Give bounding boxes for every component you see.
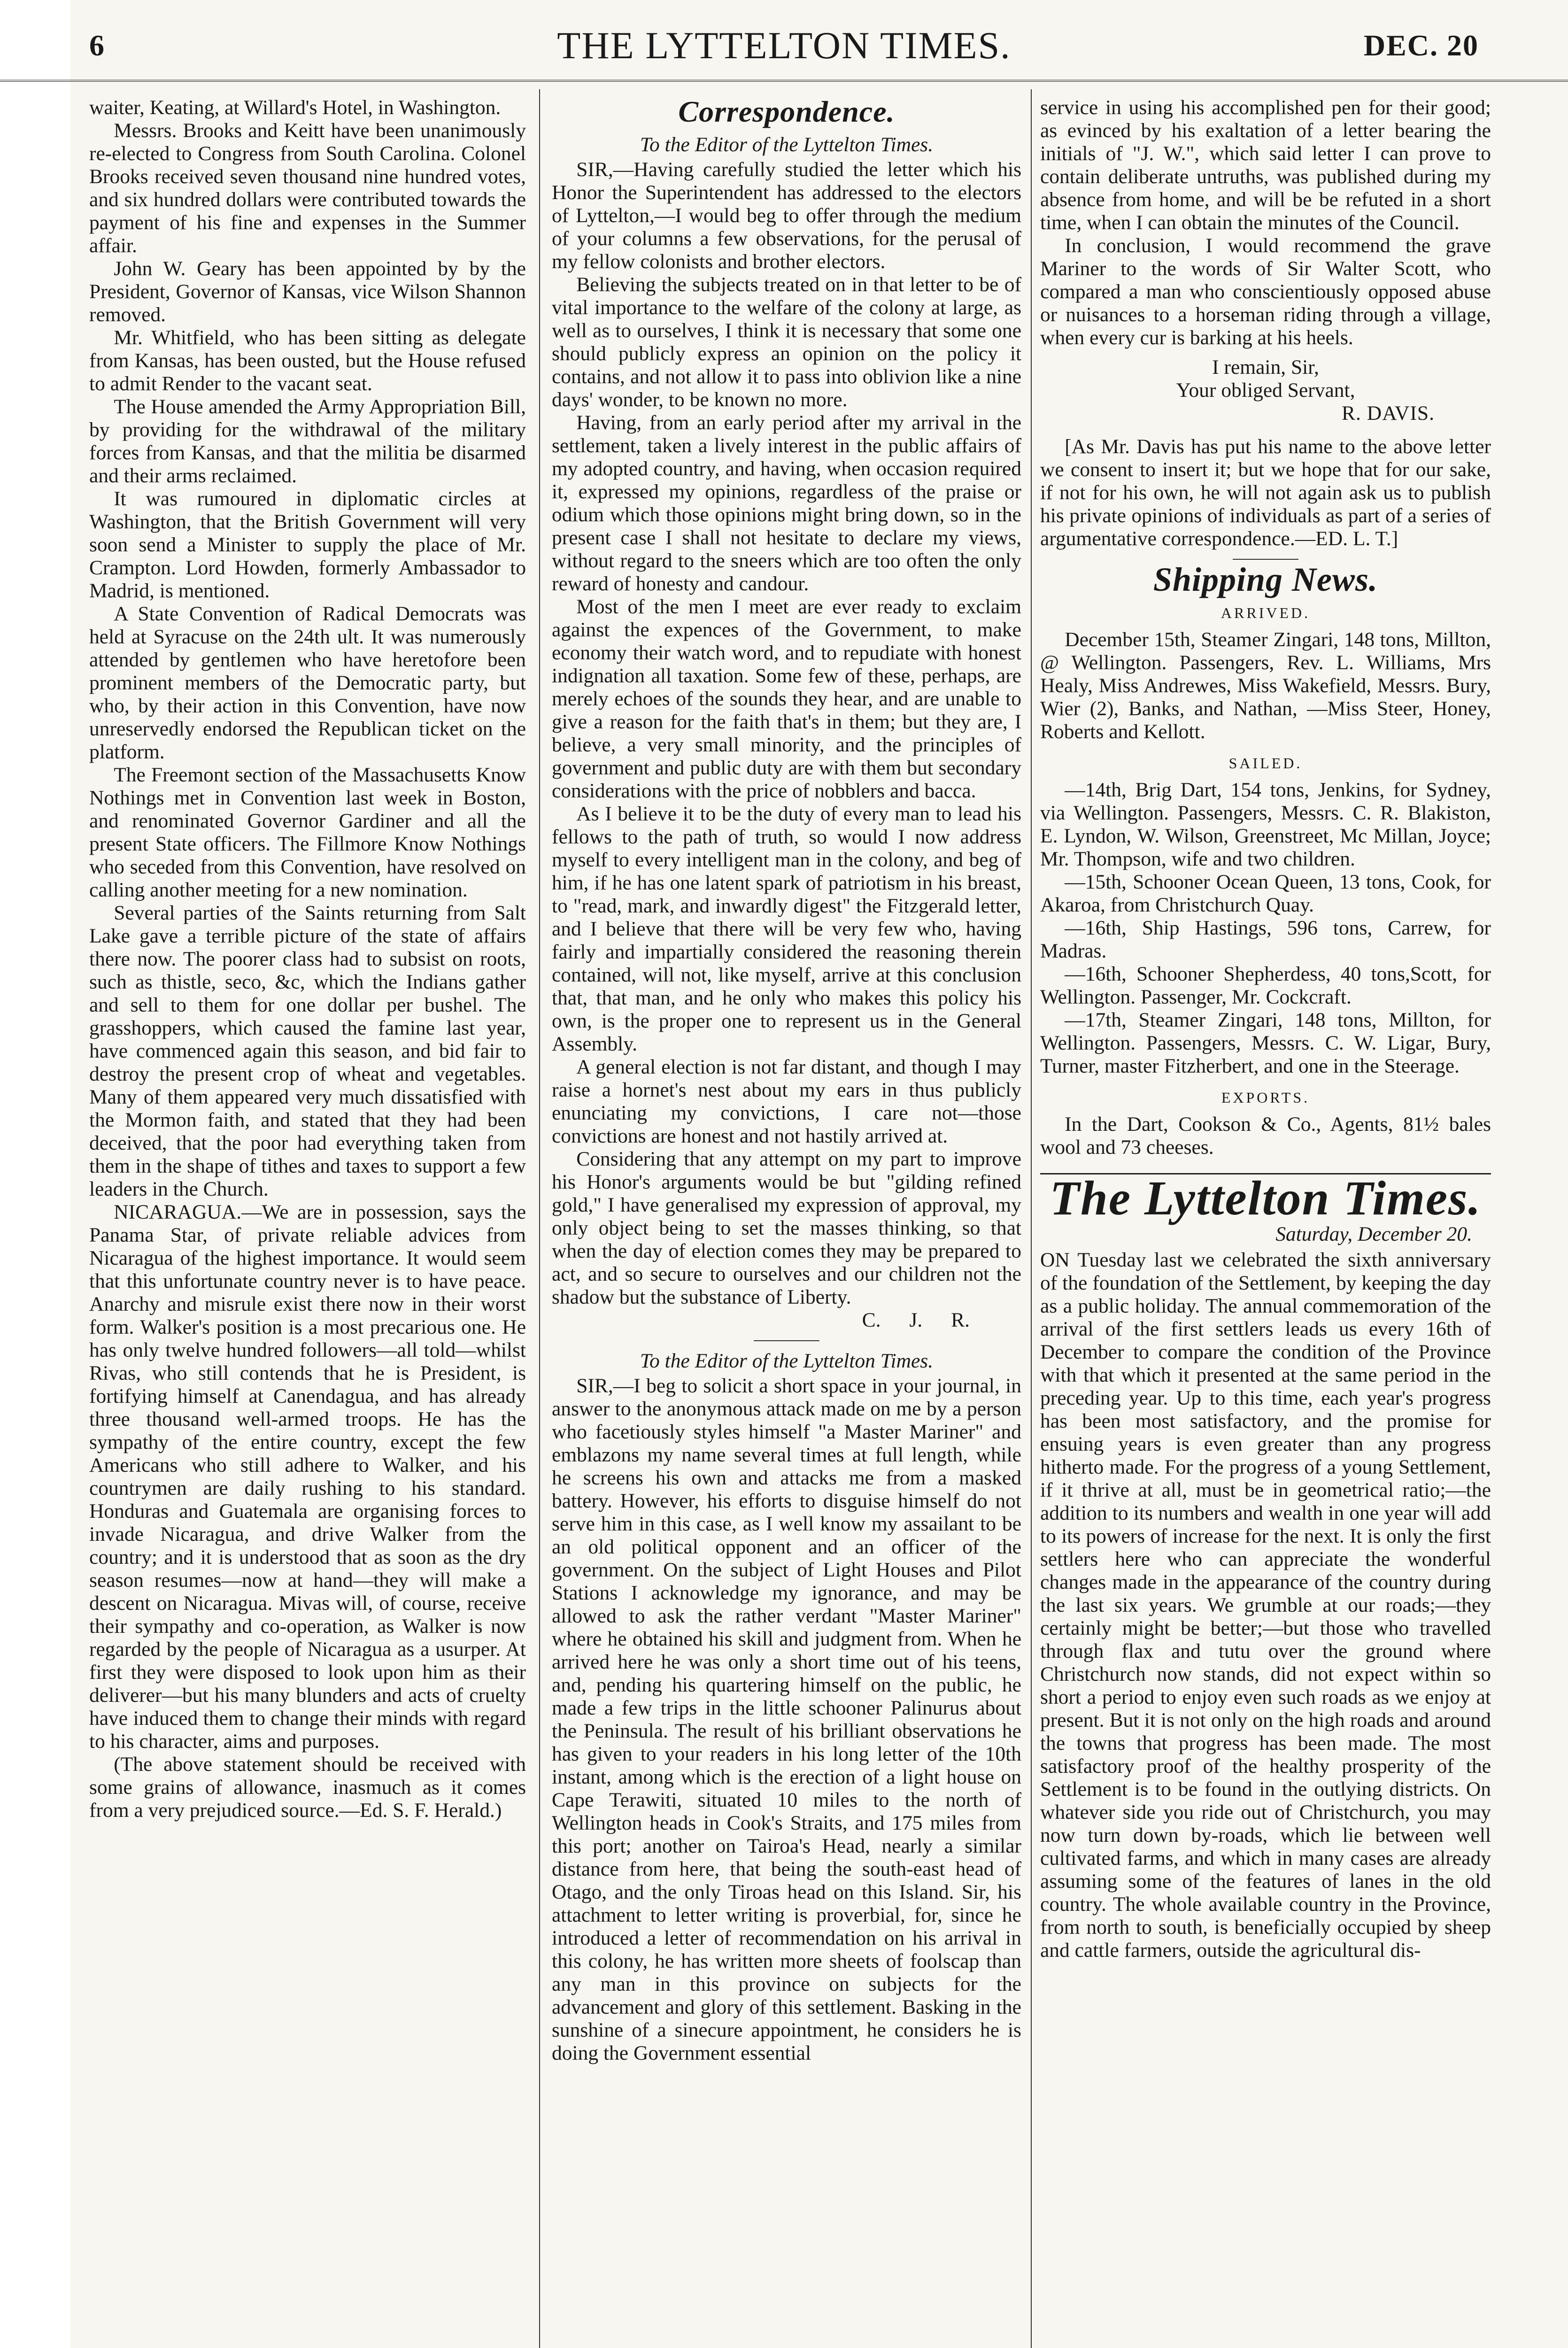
letter-paragraph: Believing the subjects treated on in that letter to be of vital importance to the welfare of the colony at large, as well as to ourselves, I think it is necessary that some one should publicly express an opinion on the policy it contains, and not allow it to pass into oblivion like a nine days' wonder, to be known no more. bbox=[552, 273, 1021, 411]
news-paragraph: A State Convention of Radical Democrats was held at Syracuse on the 24th ult. It was numerously attended by gentlemen who have heretofore been prominent members of the Democratic party, but who, by their action in this Convention, have now unreservedly endorsed the Republican ticket on the platform. bbox=[89, 602, 526, 763]
news-paragraph: John W. Geary has been appointed by by the President, Governor of Kansas, vice Wilson Shannon removed. bbox=[89, 257, 526, 326]
divider bbox=[1233, 559, 1298, 560]
correspondence-title: Correspondence. bbox=[678, 95, 895, 128]
news-paragraph-nicaragua: NICARAGUA.—We are in possession, says the Panama Star, of private reliable advices from Nicaragua of the highest importance. It would seem that this unfortunate country never is to have peace. Anarchy and misrule exist there now in their worst form. Walker's position is a most precarious one. He has only twelve hundred followers—all told—whilst Rivas, who still contends that he is President, is fortifying himself at Canendagua, and has already three thousand well-armed troops. He has the sympathy of the entire country, except the few Americans who still adhere to Walker, and his countrymen are daily rushing to his standard. Honduras and Guatemala are organising forces to invade Nicaragua, and drive Walker from the country; and it is understood that as soon as the dry season resumes—now at hand—they will make a descent on Nicaragua. Mivas will, of course, receive their sympathy and co-operation, as Walker is now regarded by the people of Nicaragua as a usurper. At first they were disposed to look upon him as their deliverer—but his many blunders and acts of cruelty have induced them to change their minds with regard to his character, aims and purposes. bbox=[89, 1201, 526, 1753]
shipping-entry: —17th, Steamer Zingari, 148 tons, Millton, for Wellington. Passengers, Messrs. C. W. Ligar, Bury, Turner, master Fitzherbert, and one in the Steerage. bbox=[1040, 1009, 1491, 1077]
shipping-entry: December 15th, Steamer Zingari, 148 tons, Millton, @ Wellington. Passengers, Rev. L. Williams, Mrs Healy, Miss Andrewes, Miss Wakefield, Messrs. Bury, Wier (2), Banks, and Nathan, —Miss Steer, Honey, Roberts and Kellott. bbox=[1040, 628, 1491, 743]
exports-label: EXPORTS. bbox=[1221, 1089, 1310, 1106]
arrived-label: ARRIVED. bbox=[1220, 604, 1311, 621]
letter-paragraph: A general election is not far distant, and though I may raise a hornet's nest about my ears in thus publicly enunciating my convictions, I care not—those convictions are honest and not hastily arrived at. bbox=[552, 1056, 1021, 1147]
page-number: 6 bbox=[89, 29, 104, 62]
column-rule-2 bbox=[1031, 89, 1032, 2348]
letter-closing: I remain, Sir, bbox=[1212, 356, 1319, 378]
letter-paragraph: SIR,—I beg to solicit a short space in your journal, in answer to the anonymous attack made on me by a person who facetiously styles himself "a Master Mariner" and emblazons my name several times at full length, while he screens his own and attacks me from a masked battery. However, his efforts to disguise himself do not serve him in this case, as I well know my assailant to be an old political opponent and an officer of the government. On the subject of Light Houses and Pilot Stations I acknowledge my ignorance, and may be allowed to ask the rather verdant "Master Mariner" where he obtained his skill and judgment from. When he arrived here he was only a short time out of his teens, and, pending his quartering himself on the public, he made a few trips in the little schooner Palinurus about the Peninsula. The result of his brilliant observations he has given to your readers in his long letter of the 10th instant, among which is the erection of a light house on Cape Terawiti, situated 10 miles to the north of Wellington heads in Cook's Straits, and 175 miles from this port; another on Tairoa's Head, nearly a similar distance from here, that being the south-east head of Otago, and the only Tiroas head on this Island. Sir, his attachment to letter writing is proverbial, for, since he introduced a letter of recommendation on his arrival in this colony, he has written more sheets of foolscap than any man in this province on subjects for the advancement and glory of this settlement. Basking in the sunshine of a sinecure appointment, he considers he is doing the Government essential bbox=[552, 1375, 1021, 2064]
letter-closing: Your obliged Servant, bbox=[1176, 379, 1355, 402]
shipping-entry: —15th, Schooner Ocean Queen, 13 tons, Cook, for Akaroa, from Christchurch Quay. bbox=[1040, 871, 1491, 916]
news-paragraph: Mr. Whitfield, who has been sitting as delegate from Kansas, has been ousted, but the House refused to admit Render to the vacant seat. bbox=[89, 326, 526, 395]
scan-margin bbox=[0, 0, 70, 2348]
issue-date: DEC. 20 bbox=[1363, 29, 1479, 62]
sailed-label: SAILED. bbox=[1228, 755, 1303, 772]
lyttelton-times-title: The Lyttelton Times. bbox=[1040, 1173, 1491, 1210]
news-paragraph: The House amended the Army Appropriation Bill, by providing for the withdrawal of the military forces from Kansas, and that the militia be disarmed and their arms reclaimed. bbox=[89, 395, 526, 487]
letter-heading: To the Editor of the Lyttelton Times. bbox=[640, 1350, 934, 1372]
newspaper-masthead: THE LYTTELTON TIMES. bbox=[557, 24, 1011, 67]
shipping-entry: —16th, Schooner Shepherdess, 40 tons,Scott, for Wellington. Passenger, Mr. Cockcraft. bbox=[1040, 963, 1491, 1008]
news-paragraph: It was rumoured in diplomatic circles at Washington, that the British Government will very soon send a Minister to supply the place of Mr. Crampton. Lord Howden, formerly Ambassador to Madrid, is mentioned. bbox=[89, 487, 526, 602]
letter-signature: C. J. R. bbox=[862, 1309, 970, 1331]
news-paragraph: The Freemont section of the Massachusetts Know Nothings met in Convention last week in Boston, and renominated Governor Gardiner and all the present State officers. The Fillmore Know Nothings who seceded from this Convention, have resolved on calling another meeting for a new nomination. bbox=[89, 764, 526, 901]
news-paragraph: waiter, Keating, at Willard's Hotel, in Washington. bbox=[89, 96, 501, 119]
letter-paragraph: Most of the men I meet are ever ready to exclaim against the expences of the Government, to make economy their watch word, and to repudiate with honest indignation all taxation. Some few of these, perhaps, are merely echoes of the sounds they hear, and are unable to give a reason for the faith that's in them; but they are, I believe, a very small minority, and the principles of government and public duty are with them but secondary considerations with the price of nobblers and bacca. bbox=[552, 595, 1021, 802]
divider bbox=[754, 1340, 819, 1341]
exports-entry: In the Dart, Cookson & Co., Agents, 81½ bales wool and 73 cheeses. bbox=[1040, 1113, 1491, 1159]
letter-paragraph: Having, from an early period after my arrival in the settlement, taken a lively interest in the public affairs of my adopted country, and having, when occasion required it, expressed my opinions, regardless of the praise or odium which those opinions might bring down, so in the present case I shall not hesitate to declare my views, without regard to the sneers which are too often the only reward of honesty and candour. bbox=[552, 411, 1021, 595]
letter-heading: To the Editor of the Lyttelton Times. bbox=[640, 133, 934, 156]
shipping-entry: —16th, Ship Hastings, 596 tons, Carrew, for Madras. bbox=[1040, 917, 1491, 962]
news-paragraph: Messrs. Brooks and Keitt have been unanimously re-elected to Congress from South Carolina. Colonel Brooks received seven thousand nine hundred votes, and six hundred dollars were contributed towards the payment of his fine and expenses in the Summer affair. bbox=[89, 119, 526, 257]
column-news bbox=[89, 96, 526, 1822]
letter-paragraph: service in using his accomplished pen for their good; as evinced by his exaltation of a letter bearing the initials of "J. W.", which said letter I can prove to contain deliberate untruths, was published during my absence from home, and will be be refuted in a short time, when I can obtain the minutes of the Council. bbox=[1040, 96, 1491, 234]
column-rule-1 bbox=[539, 89, 540, 2348]
letter-paragraph: Considering that any attempt on my part to improve his Honor's arguments would be but "gilding refined gold," I have generalised my expression of approval, my only object being to set the masses thinking, so that when the day of election comes they may be prepared to act, and so secure to ourselves and our children not the shadow but the substance of Liberty. bbox=[552, 1148, 1021, 1308]
column-correspondence bbox=[552, 96, 1021, 2065]
editor-note-herald: (The above statement should be received with some grains of allowance, inasmuch as it comes from a very prejudiced source.—Ed. S. F. Herald.) bbox=[89, 1753, 526, 1822]
editor-note: [As Mr. Davis has put his name to the above letter we consent to insert it; but we hope that for our sake, if not for his own, he will not again ask us to publish his private opinions of individuals as part of a series of argumentative correspondence.—ED. L. T.] bbox=[1040, 435, 1491, 550]
letter-paragraph: As I believe it to be the duty of every man to lead his fellows to the path of truth, so would I now address myself to every intelligent man in the colony, and beg of him, if he has one latent spark of patriotism in his breast, to "read, mark, and inwardly digest" the Fitzgerald letter, and I believe that there will be very few who, having fairly and impartially considered the reasoning therein contained, will not, like myself, arrive at this conclusion that, that man, and he only who makes this policy his own, is the proper one to represent us in the General Assembly. bbox=[552, 803, 1021, 1055]
letter-paragraph: In conclusion, I would recommend the grave Mariner to the words of Sir Walter Scott, who compared a man who conscientiously opposed abuse or nuisances to a horseman riding through a village, when every cur is barking at his heels. bbox=[1040, 234, 1491, 349]
news-paragraph: Several parties of the Saints returning from Salt Lake gave a terrible picture of the state of affairs there now. The poorer class had to subsist on roots, such as thistle, seco, &c, which the Indians gather and sell to them for one dollar per bushel. The grasshoppers, which caused the famine last year, have commenced again this season, and bid fair to destroy the present crop of wheat and vegetables. Many of them appeared very much dissatisfied with the Mormon faith, and stated that they had been deceived, that the poor had everything taken from them in the shape of tithes and taxes to support a few leaders in the Church. bbox=[89, 902, 526, 1200]
page-header bbox=[0, 0, 1568, 82]
shipping-news-title: Shipping News. bbox=[1153, 561, 1378, 598]
editorial-paragraph: ON Tuesday last we celebrated the sixth anniversary of the foundation of the Settlement, by keeping the day as a public holiday. The annual commemoration of the arrival of the first settlers leads us every 16th of December to compare the condition of the Province with that which it presented at the same period in the preceding year. Up to this time, each year's progress has been most satisfactory, and the promise for ensuing years is even greater than any progress hitherto made. For the progress of a young Settlement, if it thrive at all, must be in geometrical ratio;—the addition to its numbers and wealth in one year will add to its powers of increase for the next. It is only the first settlers here who can appreciate the wonderful changes made in the appearance of the country during the last six years. We grumble at our roads;—they certainly might be better;—but those who travelled through flax and tutu over the ground where Christchurch now stands, did not expect within so short a period to enjoy even such roads as we enjoy at present. But it is not only on the high roads and around the towns that progress has been made. The most satisfactory proof of the healthy prosperity of the Settlement is to be found in the outlying districts. On whatever side you ride out of Christchurch, you may now turn down by-roads, which lie between well cultivated farms, and which in many cases are already assuming some of the features of lanes in the old country. The whole available country in the Province, from north to south, is beneficially occupied by sheep and cattle farmers, outside the agricultural dis- bbox=[1040, 1249, 1491, 1962]
shipping-entry: —14th, Brig Dart, 154 tons, Jenkins, for Sydney, via Wellington. Passengers, Messrs. C. R. Blakiston, E. Lyndon, W. Wilson, Greenstreet, Mc Millan, Joyce; Mr. Thompson, wife and two children. bbox=[1040, 779, 1491, 870]
letter-signature: R. DAVIS. bbox=[1342, 402, 1435, 425]
column-shipping-editorial bbox=[1040, 96, 1491, 1962]
letter-paragraph: SIR,—Having carefully studied the letter which his Honor the Superintendent has addressed to the electors of Lyttelton,—I would beg to offer through the medium of your columns a few observations, for the perusal of my fellow colonists and brother electors. bbox=[552, 158, 1021, 273]
editorial-date: Saturday, December 20. bbox=[1275, 1223, 1472, 1245]
